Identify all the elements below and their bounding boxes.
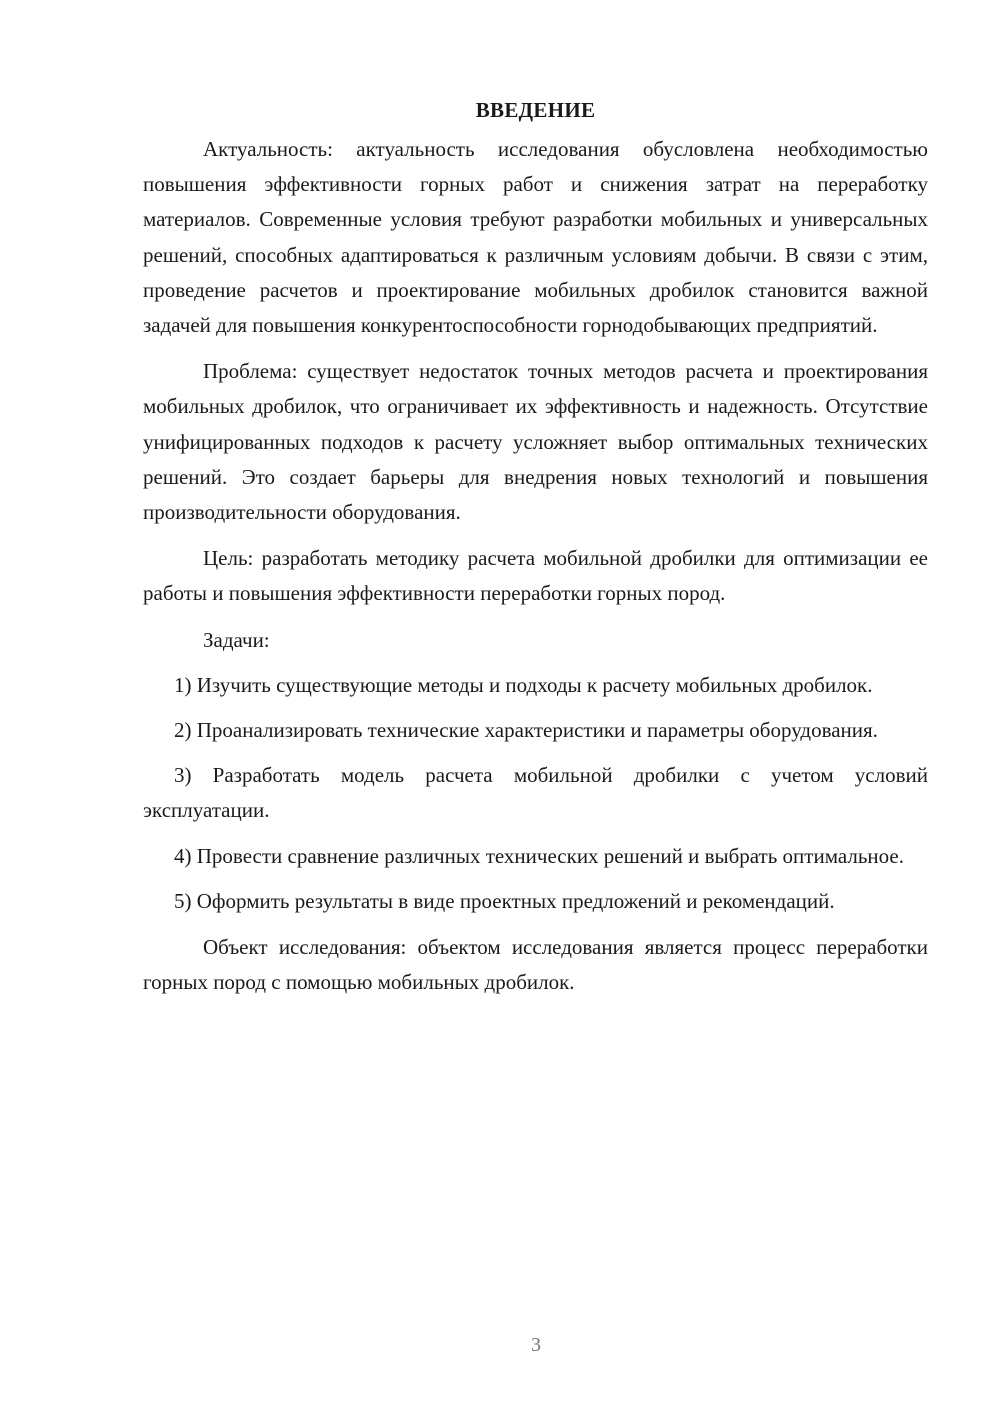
- paragraph-object: Объект исследования: объектом исследования является процесс переработки горных пород с помощью мобильных дробилок.: [143, 935, 928, 995]
- list-item: 2) Проанализировать технические характеристики и параметры оборудования.: [174, 718, 878, 743]
- list-item: 1) Изучить существующие методы и подходы к расчету мобильных дробилок.: [174, 672, 873, 697]
- list-item: 3) Разработать модель расчета мобильной дробилки с учетом условий эксплуатации.: [143, 763, 928, 823]
- document-page: [143, 96, 928, 1000]
- paragraph-relevance: Актуальность: актуальность исследования обусловлена необходимостью повышения эффективности горных работ и снижения затрат на переработку материалов. Современные условия требуют разработки мобильных и универсальных решений, способных адаптироваться к различным условиям добычи. В связи с этим, проведение расчетов и проектирование мобильных дробилок становится важной задачей для повышения конкурентоспособности горнодобывающих предприятий.: [143, 137, 928, 338]
- list-item: 4) Провести сравнение различных технических решений и выбрать оптимальное.: [174, 843, 904, 868]
- paragraph-problem: Проблема: существует недостаток точных методов расчета и проектирования мобильных дробилок, что ограничивает их эффективность и надежность. Отсутствие унифицированных подходов к расчету усложняет выбор оптимальных технических решений. Это создает барьеры для внедрения новых технологий и повышения производительности оборудования.: [143, 359, 928, 525]
- page-number: 3: [531, 1334, 541, 1356]
- tasks-list: [143, 668, 928, 919]
- paragraph-goal: Цель: разработать методику расчета мобильной дробилки для оптимизации ее работы и повышения эффективности переработки горных пород.: [143, 546, 928, 606]
- tasks-label: Задачи:: [203, 627, 270, 652]
- list-item: 5) Оформить результаты в виде проектных предложений и рекомендаций.: [174, 888, 835, 913]
- page-title: ВВЕДЕНИЕ: [475, 98, 596, 122]
